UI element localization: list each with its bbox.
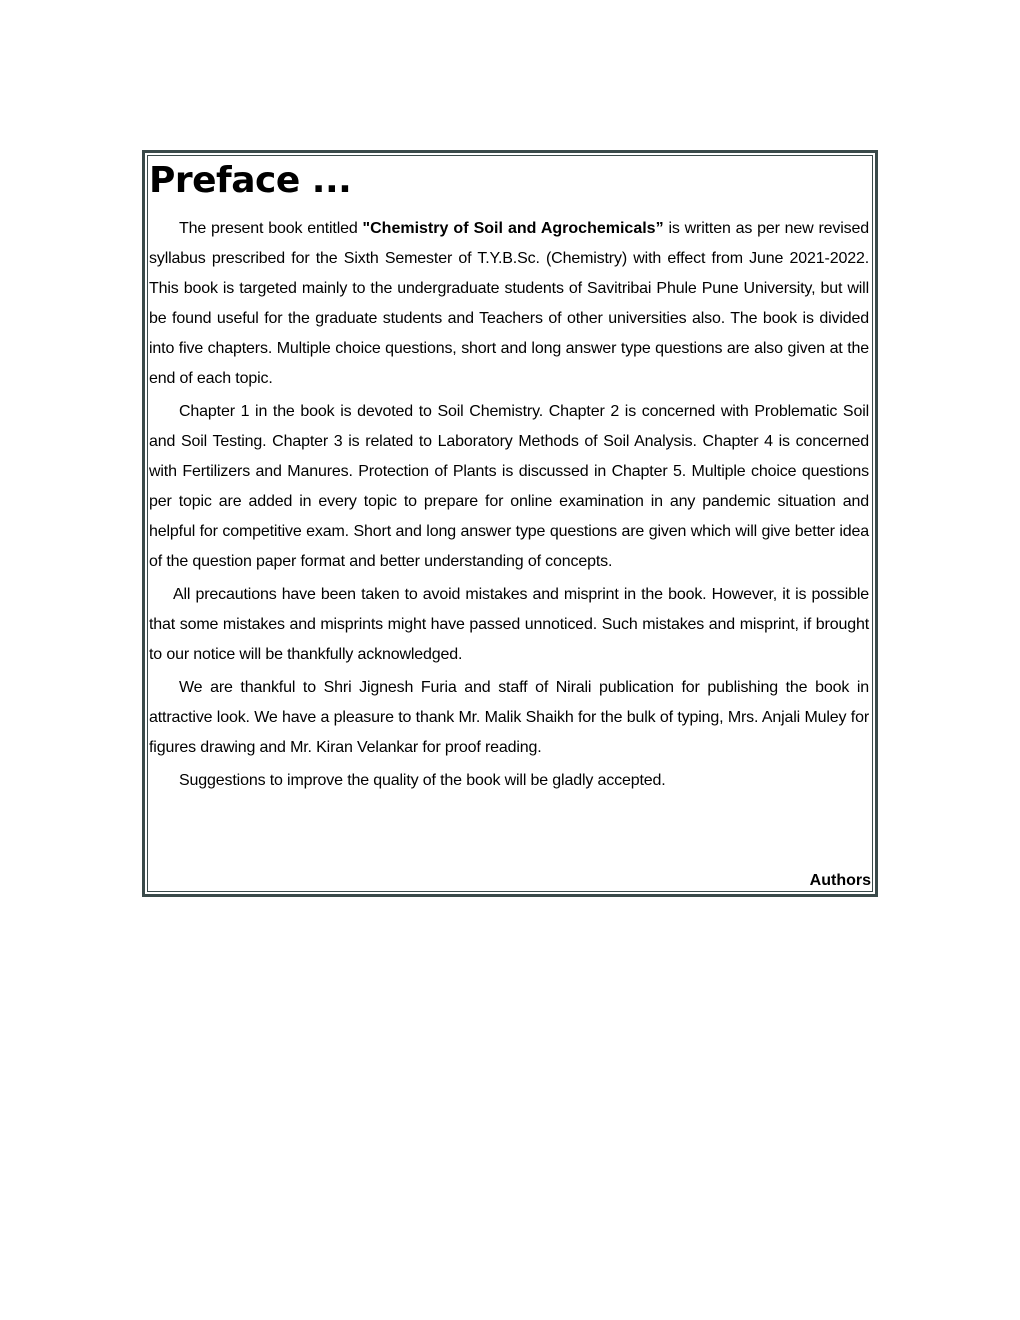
intro-text-end: is written as per new revised syllabus prescribed for the Sixth Semester of T.Y.B.Sc. (Chemistry) with effect from June 2021-2022. This book is targeted mainly to the undergraduate students of Savitribai Phule Pune University, but will be found useful for the graduate students and Teachers of other universities also. The book is divided into five chapters. Multiple choice questions, short and long answer type questions are also given at the end of each topic.: [149, 220, 870, 387]
intro-text-start: The present book entitled: [179, 220, 363, 237]
paragraph-suggestions: Suggestions to improve the quality of the book will be gladly accepted.: [179, 772, 666, 789]
paragraph-precautions: All precautions have been taken to avoid mistakes and misprint in the book. However, it is possible that some mistakes and misprints might have passed unnoticed. Such mistakes and misprint, if brought to our notice will be thankfully acknowledged.: [149, 586, 869, 663]
page-title: Preface ...: [149, 160, 352, 201]
preface-box: [142, 150, 878, 897]
authors-signature: Authors: [809, 872, 871, 889]
book-title: "Chemistry of Soil and Agrochemicals”: [362, 220, 664, 237]
paragraph-chapters: Chapter 1 in the book is devoted to Soil Chemistry. Chapter 2 is concerned with Problematic Soil and Soil Testing. Chapter 3 is related to Laboratory Methods of Soil Analysis. Chapter 4 is concerned with Fertilizers and Manures. Protection of Plants is discussed in Chapter 5. Multiple choice questions per topic are added in every topic to prepare for online examination in any pandemic situation and helpful for competitive exam. Short and long answer type questions are given which will give better idea of the question paper format and better understanding of concepts.: [149, 403, 869, 570]
preface-content: [149, 161, 869, 796]
paragraph-intro: [149, 214, 869, 394]
paragraph-acknowledgements: We are thankful to Shri Jignesh Furia and staff of Nirali publication for publishing the book in attractive look. We have a pleasure to thank Mr. Malik Shaikh for the bulk of typing, Mrs. Anjali Muley for figures drawing and Mr. Kiran Velankar for proof reading.: [149, 679, 869, 756]
